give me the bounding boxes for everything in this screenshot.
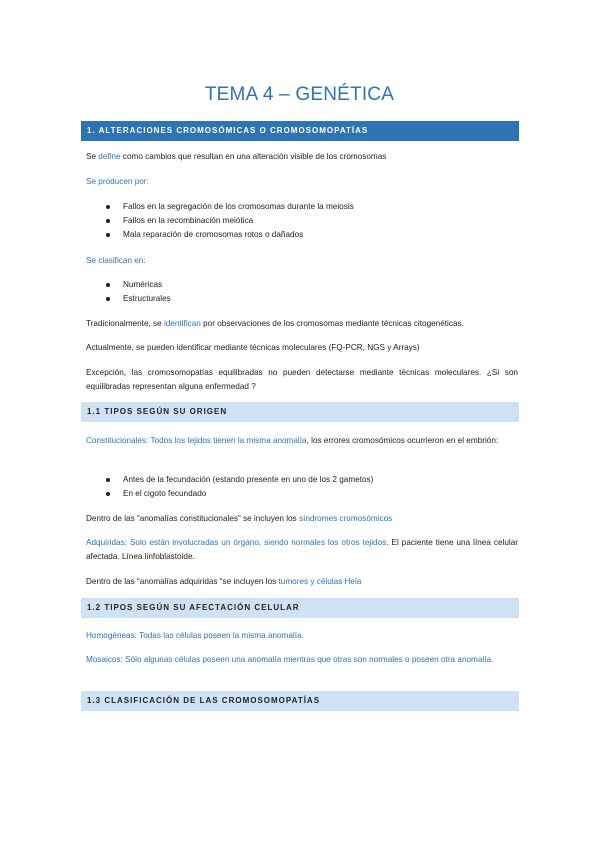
bullet-icon <box>106 205 110 209</box>
bullet-icon <box>106 492 110 496</box>
sindromes-keyword: síndromes cromosómicos <box>298 514 393 523</box>
bullet-icon <box>106 297 110 301</box>
dentro-constitucionales-text: Dentro de las “anomalías constitucionales” se incluyen los <box>86 514 299 523</box>
bullet-icon <box>106 233 110 237</box>
list-item-text: Numéricas <box>123 280 163 289</box>
definition-prefix: Se <box>86 152 99 161</box>
section-heading-1-2: 1.2 TIPOS SEGÚN SU AFECTACIÓN CELULAR <box>81 598 519 618</box>
mosaicos-paragraph: Mosaicos: Sólo algunas células poseen una anomalía mientras que otras son normales o poseen otra anomalía. <box>86 655 494 664</box>
section-heading-1-1: 1.1 TIPOS SEGÚN SU ORIGEN <box>81 402 519 422</box>
list-item-text: Antes de la fecundación (estando presente en uno de los 2 gametos) <box>123 475 374 484</box>
dentro-constitucionales-paragraph <box>86 512 518 526</box>
list-item-text: Fallos en la recombinación meiótica <box>123 216 254 225</box>
section-heading-1-3: 1.3 CLASIFICACIÓN DE LAS CROMOSOMOPATÍAS <box>81 691 519 711</box>
producen-label: Se producen por: <box>86 177 149 186</box>
bullet-icon <box>106 219 110 223</box>
excepcion-paragraph: Excepción, las cromosomopatías equilibradas no pueden detectarse mediante técnicas moleculares. ¿Si son equilibradas representan alguna enfermedad ? <box>86 368 518 391</box>
clasifican-label: Se clasifican en: <box>86 256 146 265</box>
definition-keyword: define <box>98 152 121 161</box>
tradicional-text: por observaciones de los cromosomas mediante técnicas citogenéticas. <box>200 319 464 328</box>
list-item-text: Estructurales <box>123 294 171 303</box>
dentro-adquiridas-paragraph <box>86 575 518 589</box>
list-item-text: Fallos en la segregación de los cromosomas durante la meiosis <box>123 202 354 211</box>
definition-text: como cambios que resultan en una alteración visible de los cromosomas <box>120 152 387 161</box>
page-title: TEMA 4 – GENÉTICA <box>204 84 395 105</box>
tradicional-prefix: Tradicionalmente, se <box>86 319 164 328</box>
bullet-icon <box>106 478 110 482</box>
dentro-adquiridas-text: Dentro de las “anomalías adquiridas “se incluyen los <box>86 577 279 586</box>
adquiridas-keyword: Adquiridas: Solo están involucradas un órgano, siendo normales los otros tejidos <box>86 538 387 547</box>
definition-paragraph <box>86 150 518 164</box>
bullet-icon <box>106 283 110 287</box>
list-item-text: En el cigoto fecundado <box>123 489 207 498</box>
list-item-text: Mala reparación de cromosomas rotos o dañados <box>123 230 304 239</box>
adquiridas-text: . El paciente tiene una línea celular afectada. Línea linfoblastoide. <box>86 538 519 561</box>
actual-paragraph: Actualmente, se pueden identificar mediante técnicas moleculares (FQ-PCR, NGS y Arrays) <box>86 343 420 352</box>
tradicional-paragraph <box>86 317 518 331</box>
section-heading-1: 1. ALTERACIONES CROMOSÓMICAS O CROMOSOMOPATÍAS <box>81 121 519 141</box>
adquiridas-paragraph <box>86 536 518 564</box>
constitucionales-paragraph <box>86 434 518 448</box>
tumores-keyword: tumores y células Hela <box>278 577 362 586</box>
constitucionales-keyword: Constitucionales: Todos los tejidos tienen la misma anomalía <box>86 436 307 445</box>
tradicional-keyword: identifican <box>163 319 201 328</box>
homogeneas-paragraph: Homogéneas: Todas las células poseen la misma anomalía. <box>86 631 304 640</box>
constitucionales-text: , los errores cromosómicos ocurrieron en el embrión: <box>306 436 499 445</box>
